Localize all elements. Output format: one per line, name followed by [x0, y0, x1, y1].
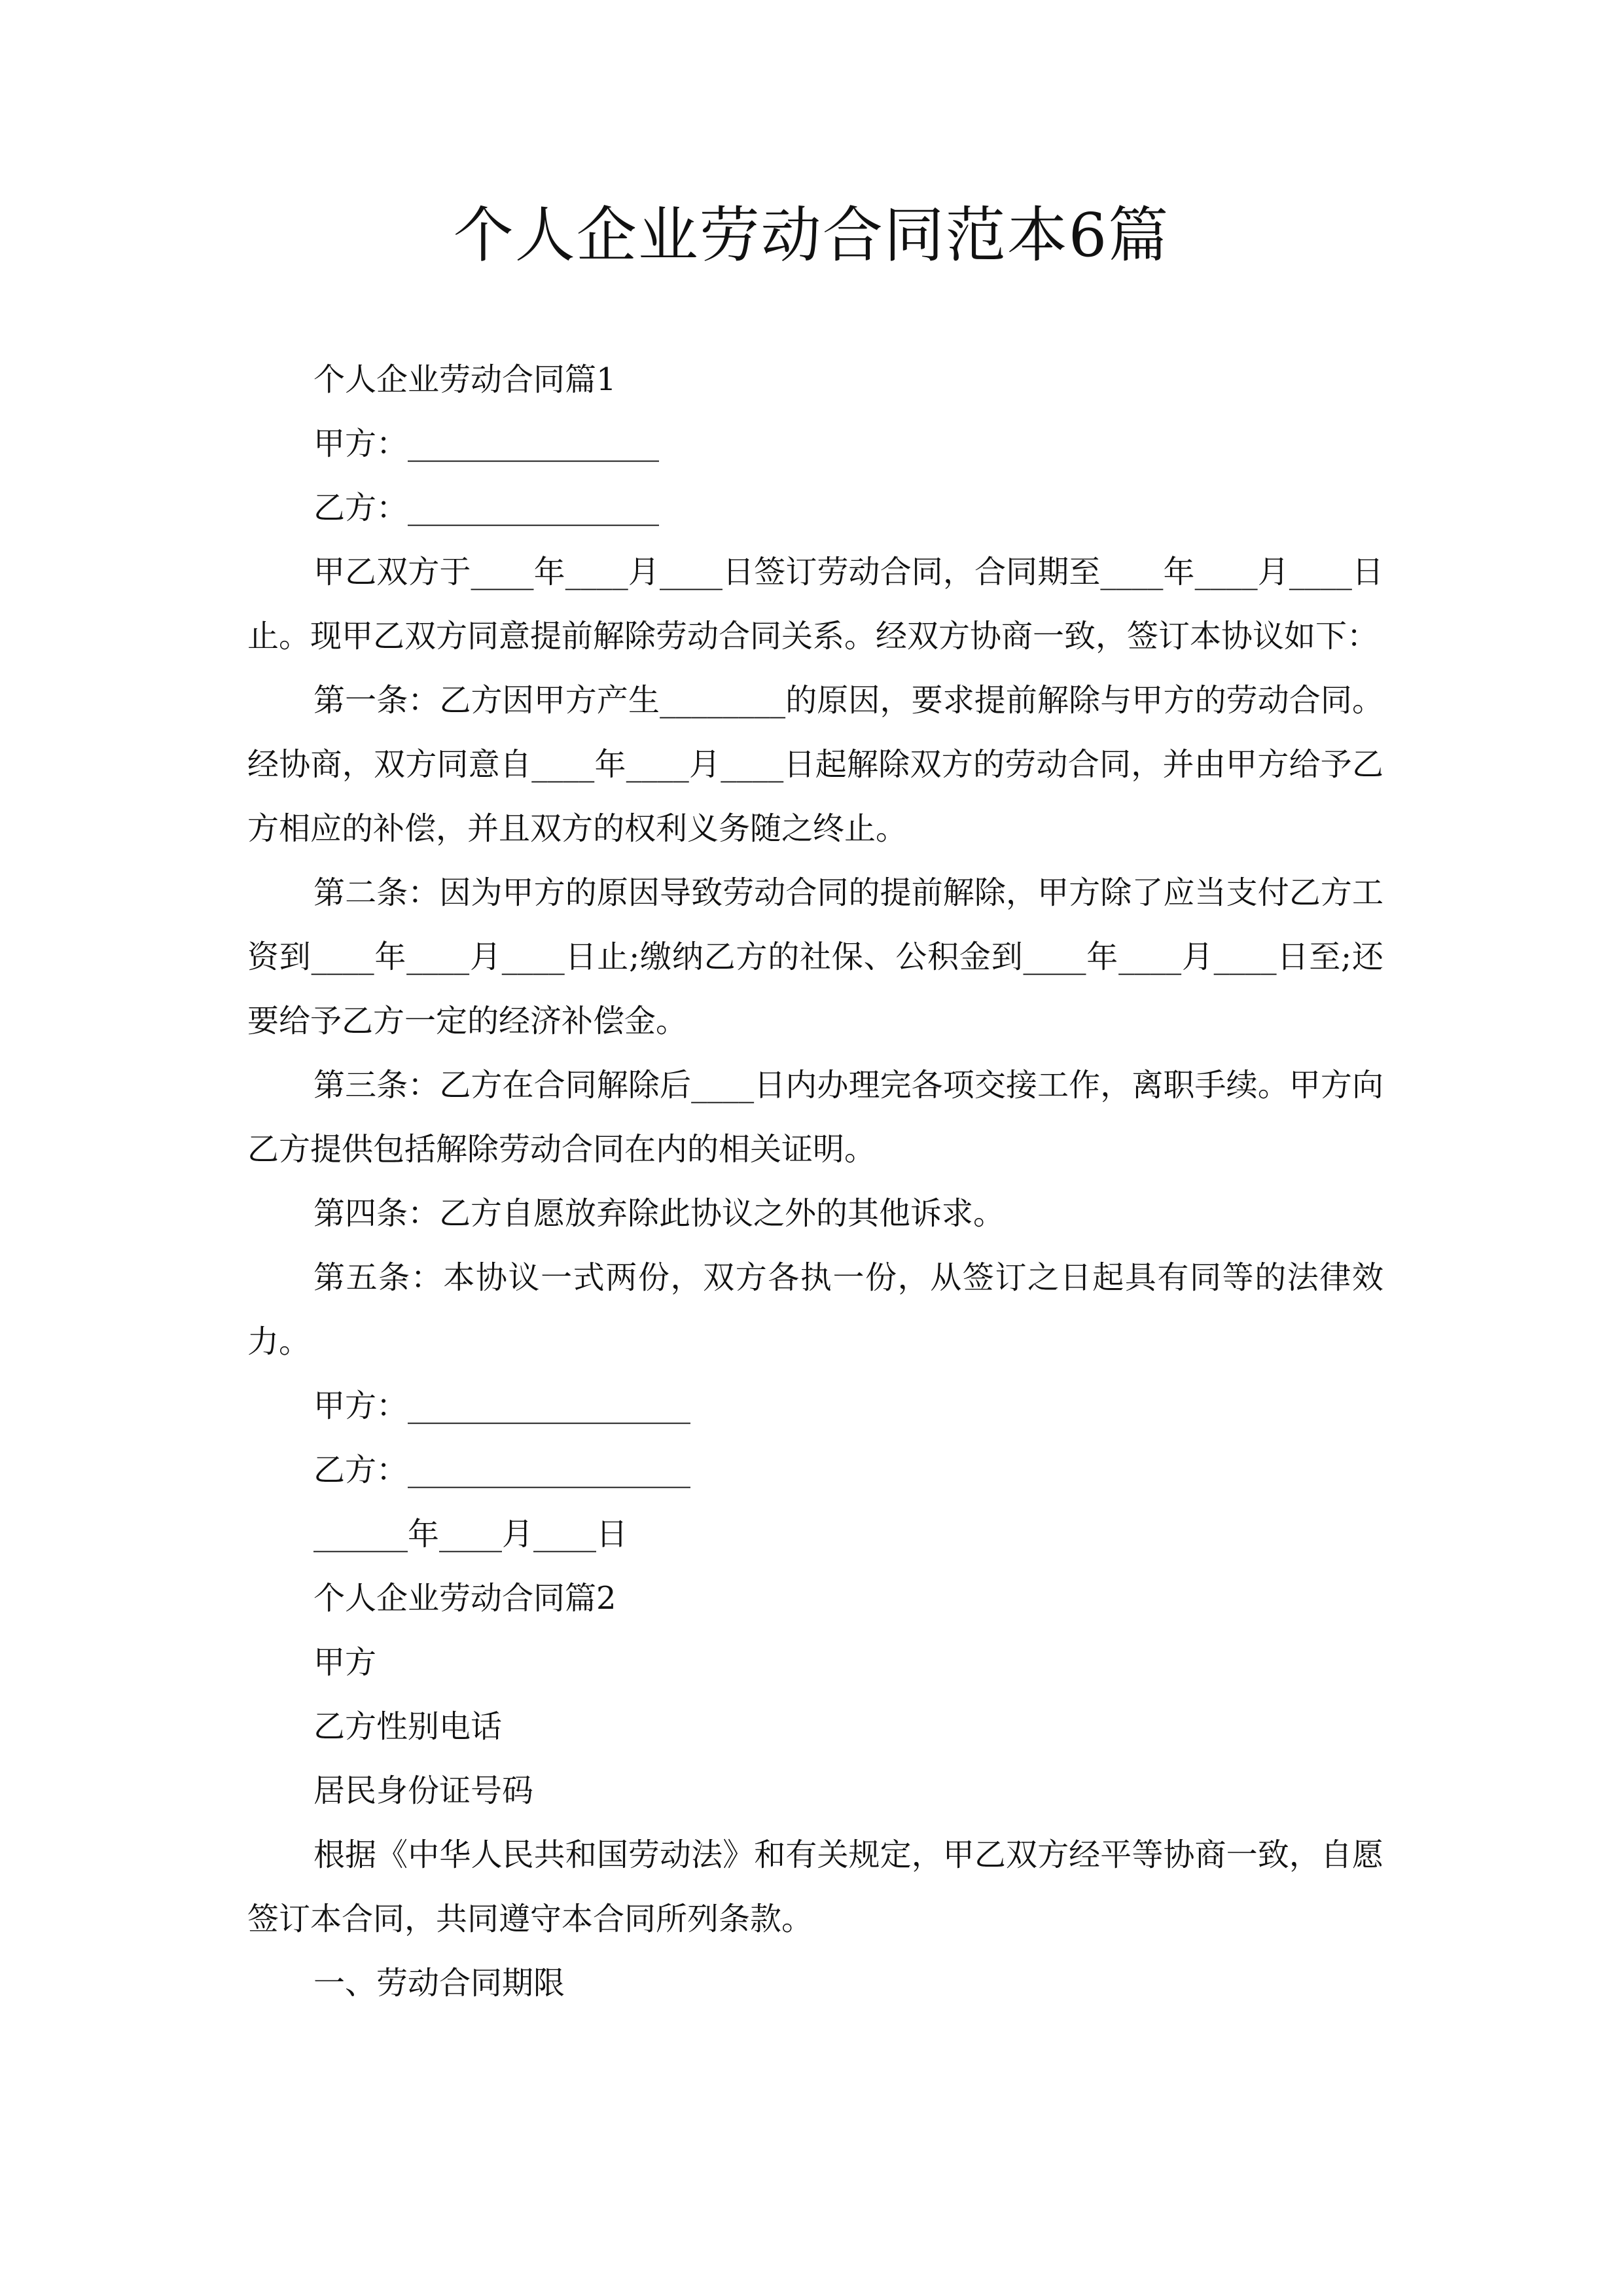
party-a-line: 甲方：________________ — [313, 425, 660, 462]
article-4: 第四条：乙方自愿放弃除此协议之外的其他诉求。 — [313, 1195, 1005, 1232]
article-1: 第一条：乙方因甲方产生________的原因，要求提前解除与甲方的劳动合同。经协商，双方同意自____年____月____日起解除双方的劳动合同，并由甲方给予乙方相应的补偿，并且双方的权利义务随之终止。 — [247, 682, 1383, 847]
signature-party-a: 甲方：__________________ — [313, 1388, 691, 1424]
document-title: 个人企业劳动合同范本6篇 — [453, 200, 1170, 270]
article-2: 第二条：因为甲方的原因导致劳动合同的提前解除，甲方除了应当支付乙方工资到____年____月____日止;缴纳乙方的社保、公积金到____年____月____日至;还要给予乙方一定的经济补偿金。 — [247, 874, 1383, 1039]
preamble-paragraph: 根据《中华人民共和国劳动法》和有关规定，甲乙双方经平等协商一致，自愿签订本合同，共同遵守本合同所列条款。 — [247, 1837, 1383, 1937]
signature-date: ______年____月____日 — [313, 1516, 628, 1552]
id-number-label: 居民身份证号码 — [313, 1772, 534, 1809]
signature-party-b: 乙方：__________________ — [313, 1452, 691, 1488]
article-3: 第三条：乙方在合同解除后____日内办理完各项交接工作，离职手续。甲方向乙方提供包括解除劳动合同在内的相关证明。 — [247, 1067, 1383, 1168]
clause-heading-term: 一、劳动合同期限 — [313, 1965, 565, 2001]
article-5: 第五条：本协议一式两份，双方各执一份，从签订之日起具有同等的法律效力。 — [247, 1259, 1383, 1360]
section-heading-2: 个人企业劳动合同篇2 — [313, 1580, 616, 1617]
party-b-info: 乙方性别电话 — [313, 1708, 503, 1745]
party-b-line: 乙方：________________ — [313, 490, 660, 526]
intro-paragraph: 甲乙双方于____年____月____日签订劳动合同，合同期至____年____月____日止。现甲乙双方同意提前解除劳动合同关系。经双方协商一致，签订本协议如下： — [247, 554, 1383, 655]
document-body — [247, 348, 1383, 2015]
party-a-label: 甲方 — [313, 1644, 377, 1681]
section-heading-1: 个人企业劳动合同篇1 — [313, 361, 616, 398]
